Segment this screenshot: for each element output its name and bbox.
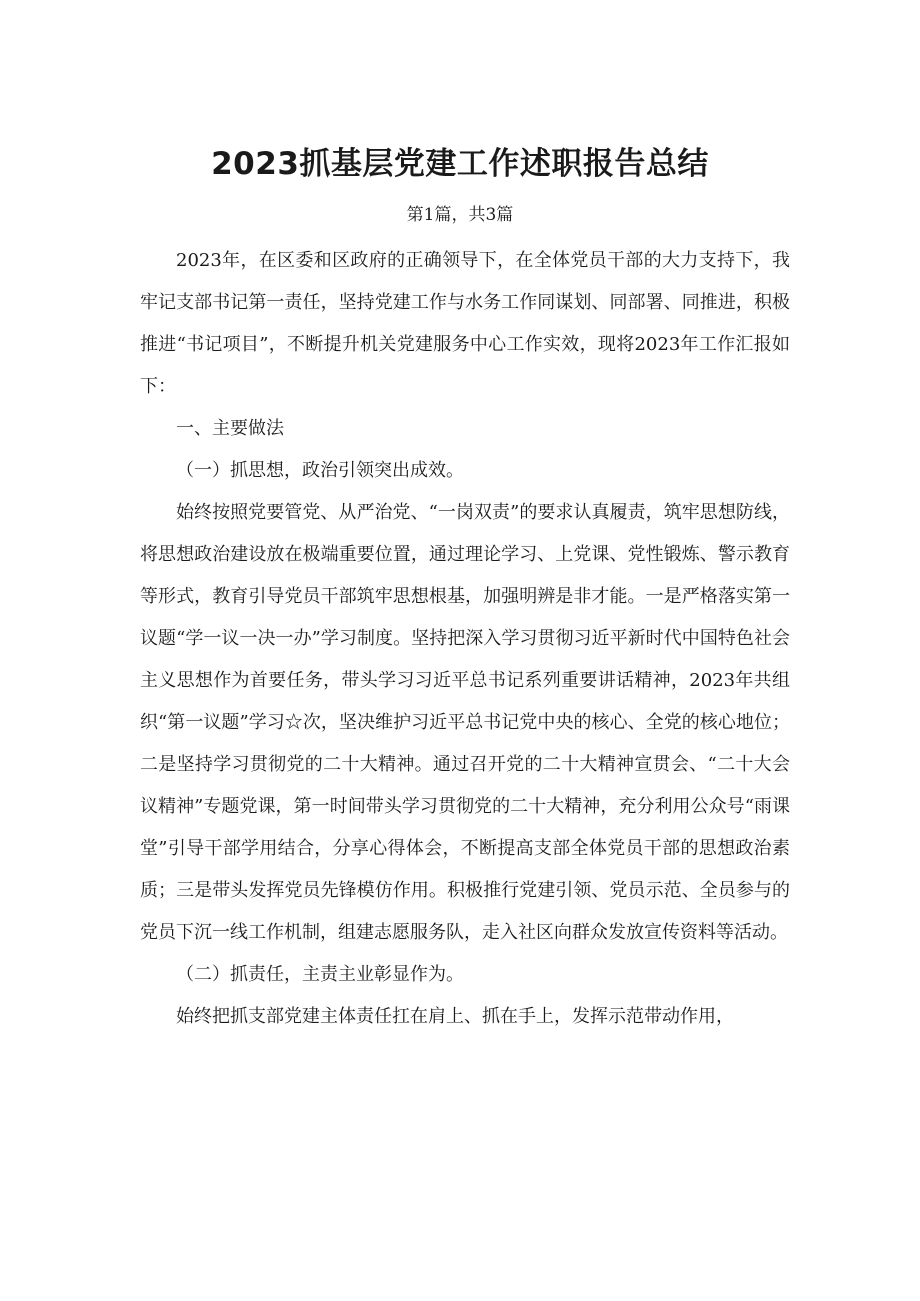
document-title: 2023抓基层党建工作述职报告总结: [211, 146, 709, 182]
ideology-paragraph: 始终按照党要管党、从严治党、“一岗双责”的要求认真履责，筑牢思想防线，将思想政治建设放在极端重要位置，通过理论学习、上党课、党性锻炼、警示教育等形式，教育引导党员干部筑牢思想根基，加强明辨是非才能。一是严格落实第一议题“学一议一决一办”学习制度。坚持把深入学习贯彻习近平新时代中国特色社会主义思想作为首要任务，带头学习习近平总书记系列重要讲话精神，2023年共组织“第一议题”学习☆次，坚决维护习近平总书记党中央的核心、全党的核心地位；二是坚持学习贯彻党的二十大精神。通过召开党的二十大精神宣贯会、“二十大会议精神”专题党课，第一时间带头学习贯彻党的二十大精神，充分利用公众号“雨课堂”引导干部学用结合，分享心得体会，不断提高支部全体党员干部的思想政治素质；三是带头发挥党员先锋模仿作用。积极推行党建引领、党员示范、全员参与的党员下沉一线工作机制，组建志愿服务队，走入社区向群众发放宣传资料等活动。: [140, 502, 790, 943]
document-subtitle: 第1篇，共3篇: [406, 205, 514, 225]
responsibility-paragraph: 始终把抓支部党建主体责任扛在肩上、抓在手上，发挥示范带动作用，: [176, 1006, 734, 1027]
document-body: [140, 240, 790, 1038]
subsection-heading-responsibility: （二）抓责任，主责主业彰显作为。: [176, 964, 464, 985]
subsection-heading-ideology: （一）抓思想，政治引领突出成效。: [176, 460, 464, 481]
intro-paragraph: 2023年，在区委和区政府的正确领导下，在全体党员干部的大力支持下，我牢记支部书记第一责任，坚持党建工作与水务工作同谋划、同部署、同推进，积极推进“书记项目”，不断提升机关党建服务中心工作实效，现将2023年工作汇报如下：: [140, 250, 790, 397]
section-heading-main-practices: 一、主要做法: [176, 418, 284, 439]
